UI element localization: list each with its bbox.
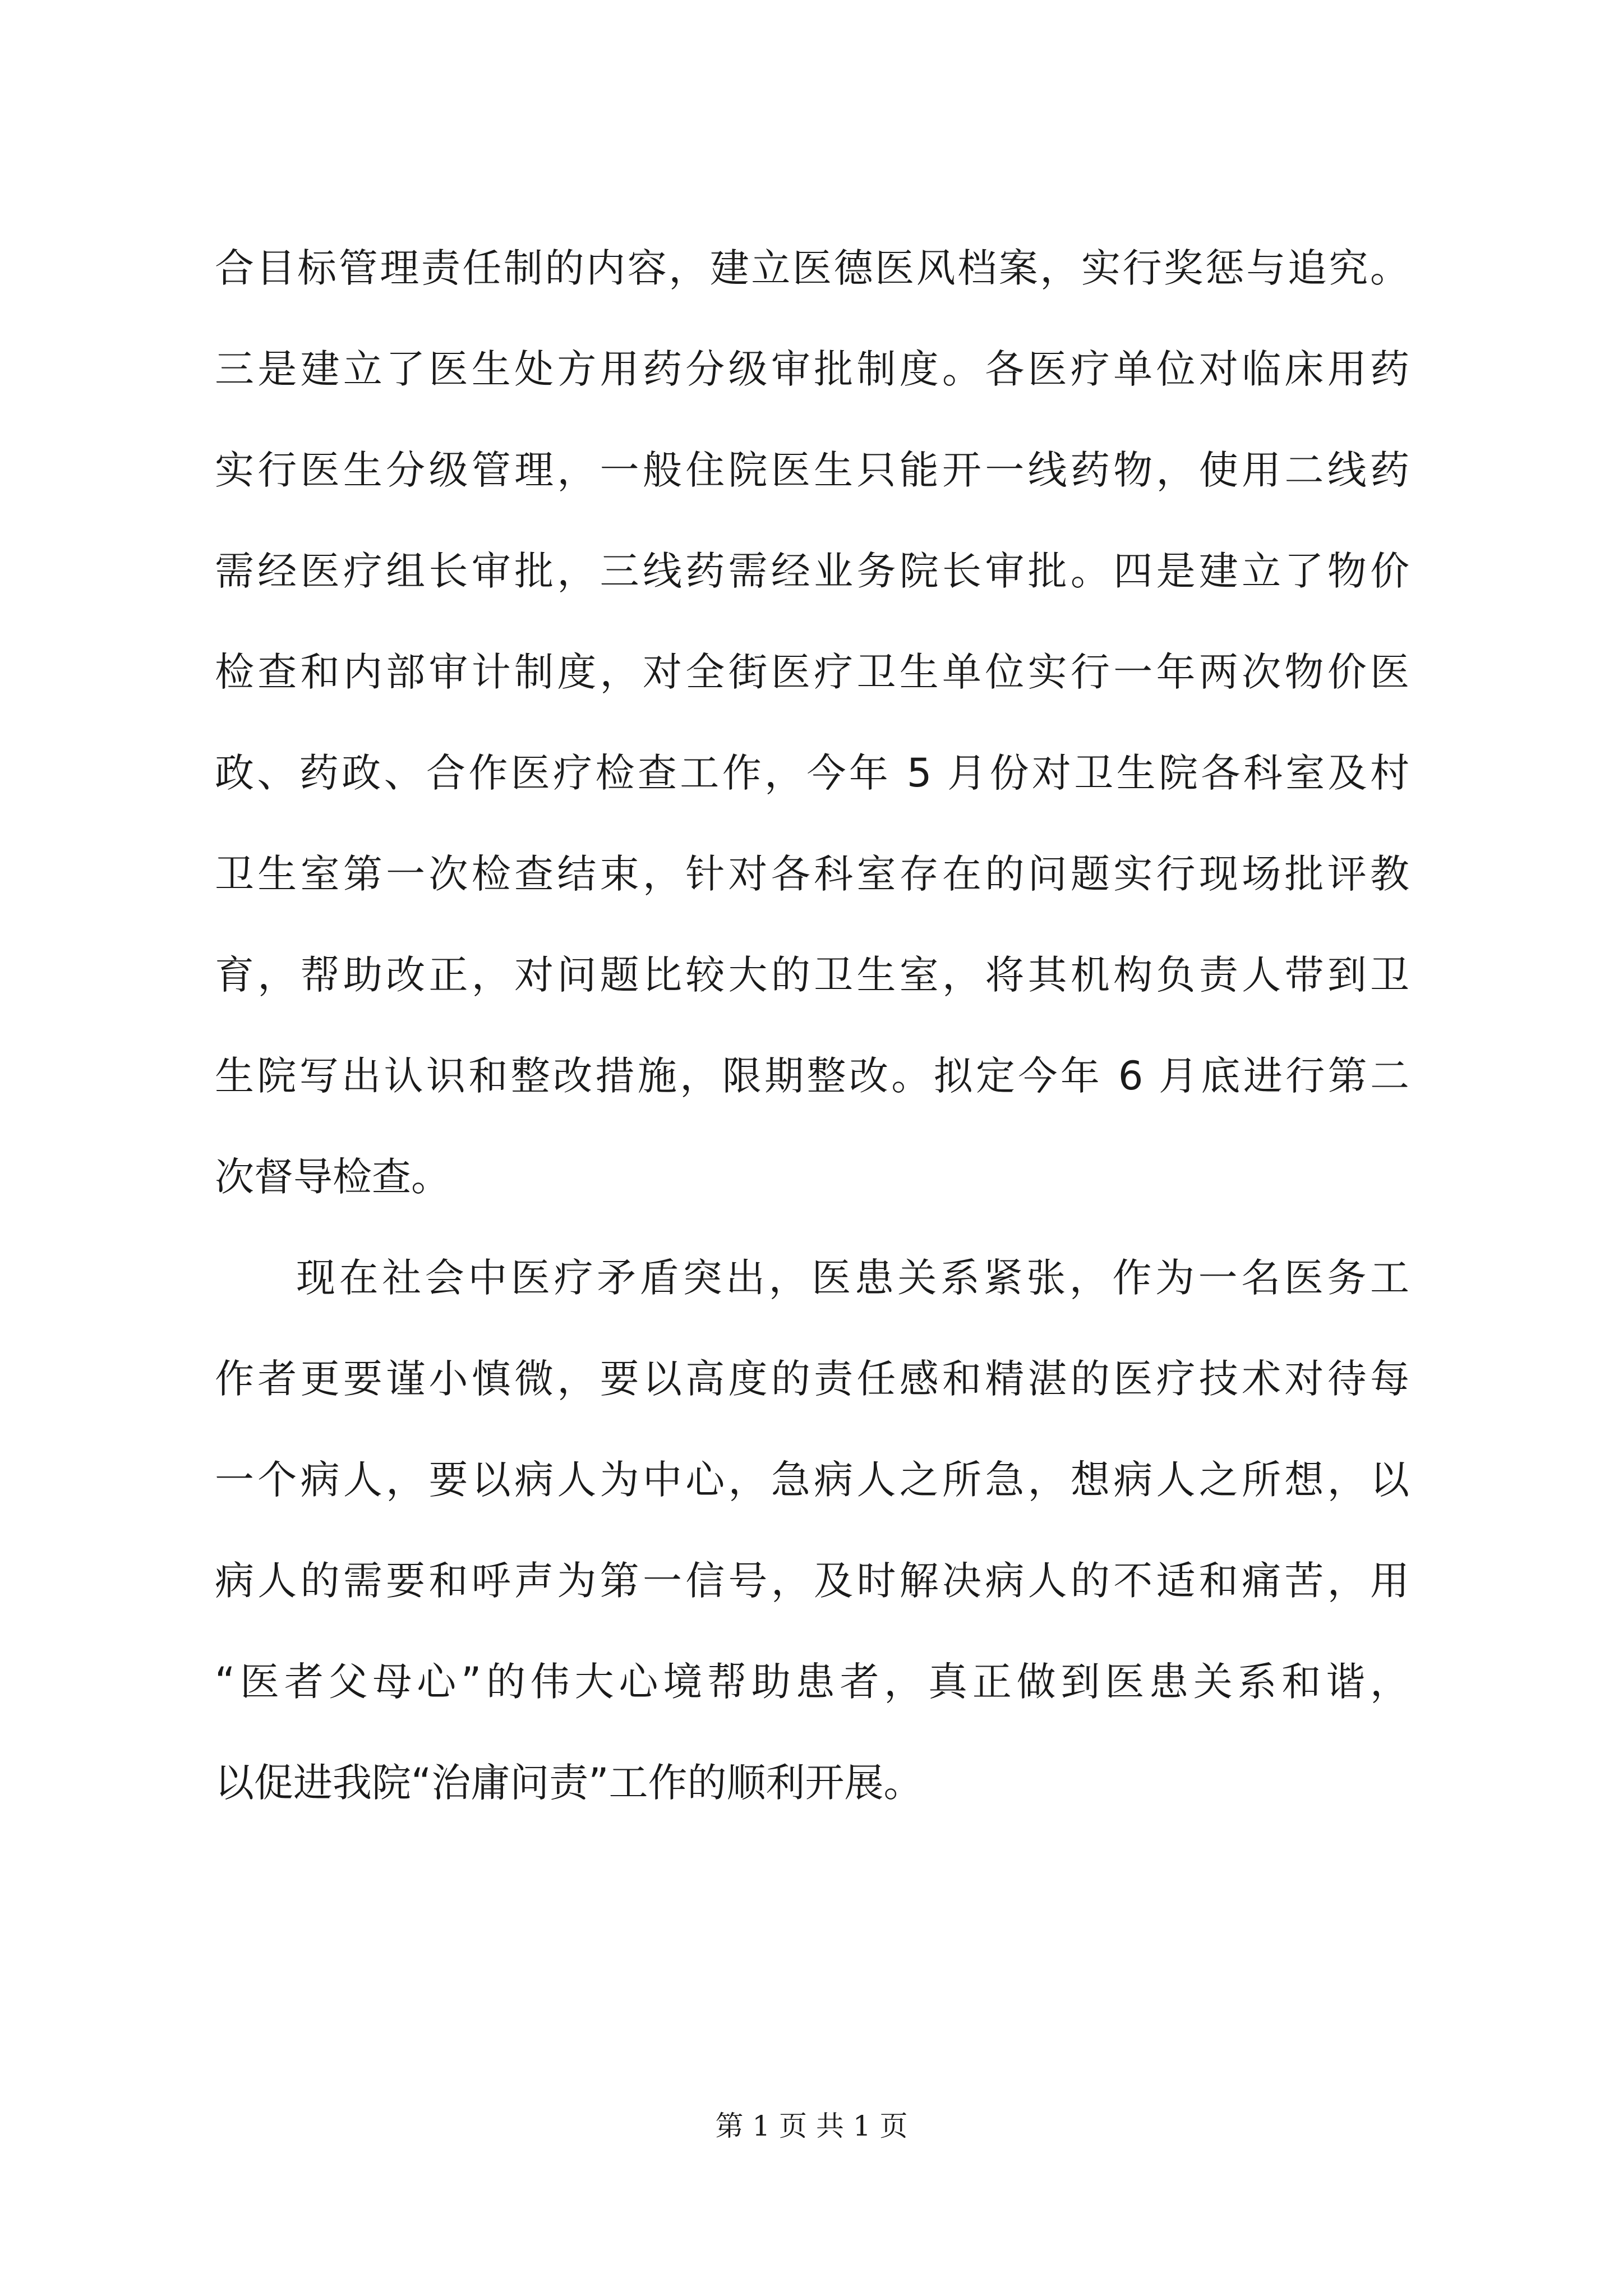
paragraph-2	[215, 1227, 1409, 1833]
text-line: 政、药政、合作医疗检查工作，今年 5 月份对卫生院各科室及村	[215, 750, 1409, 796]
text-line: 需经医疗组长审批，三线药需经业务院长审批。四是建立了物价	[215, 548, 1409, 594]
page-number-footer: 第 1 页 共 1 页	[715, 2110, 908, 2142]
text-line: 实行医生分级管理，一般住院医生只能开一线药物，使用二线药	[215, 447, 1409, 493]
text-line: 卫生室第一次检查结束，针对各科室存在的问题实行现场批评教	[215, 851, 1409, 897]
text-line: 现在社会中医疗矛盾突出，医患关系紧张，作为一名医务工	[296, 1255, 1409, 1301]
text-line: 一个病人，要以病人为中心，急病人之所急，想病人之所想，以	[215, 1457, 1409, 1503]
text-line: 育，帮助改正，对问题比较大的卫生室，将其机构负责人带到卫	[215, 952, 1409, 998]
text-line: 生院写出认识和整改措施，限期整改。拟定今年 6 月底进行第二	[215, 1053, 1409, 1099]
text-line: “医者父母心”的伟大心境帮助患者，真正做到医患关系和谐，	[215, 1659, 1409, 1705]
text-line: 次督导检查。	[215, 1154, 450, 1200]
text-line: 合目标管理责任制的内容，建立医德医风档案，实行奖惩与追究。	[215, 245, 1409, 291]
text-line: 三是建立了医生处方用药分级审批制度。各医疗单位对临床用药	[215, 346, 1409, 392]
text-line: 作者更要谨小慎微，要以高度的责任感和精湛的医疗技术对待每	[215, 1356, 1409, 1402]
text-line: 病人的需要和呼声为第一信号，及时解决病人的不适和痛苦，用	[215, 1558, 1409, 1604]
text-line: 以促进我院“治庸问责”工作的顺利开展。	[215, 1760, 923, 1806]
document-body	[215, 218, 1409, 1833]
paragraph-1	[215, 218, 1409, 1227]
text-line: 检查和内部审计制度，对全街医疗卫生单位实行一年两次物价医	[215, 649, 1409, 695]
